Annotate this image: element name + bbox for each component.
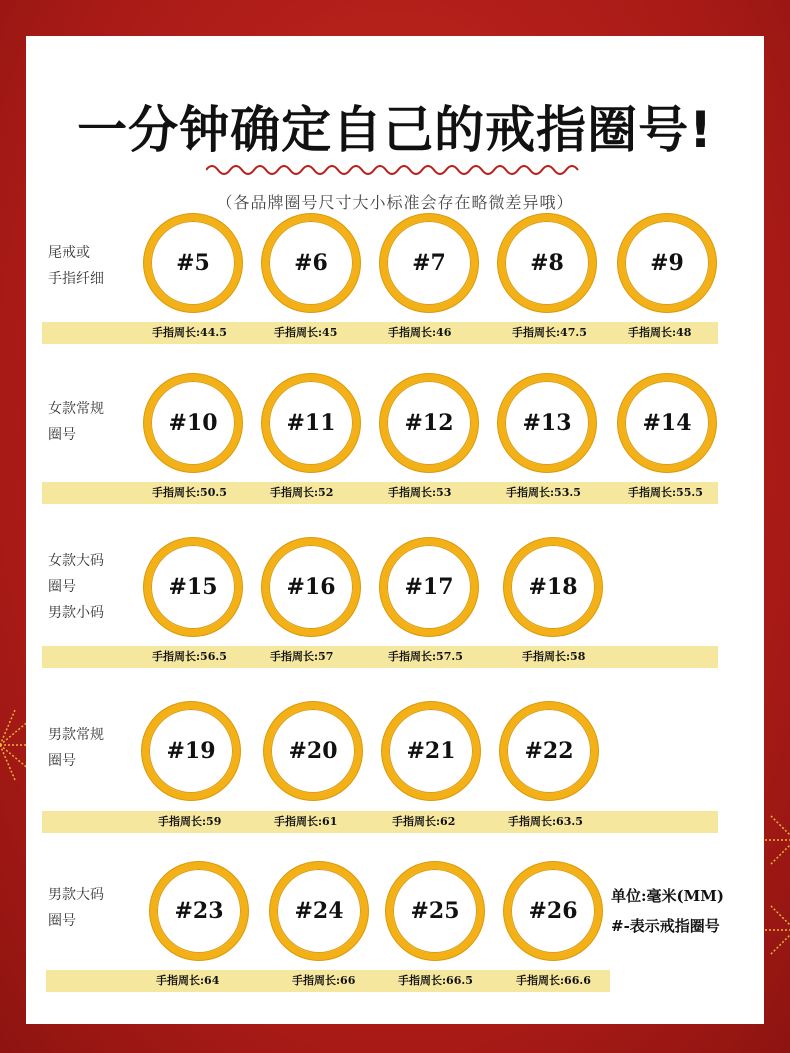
ring-size-label: #22 [524, 738, 574, 764]
finger-circumference: 手指周长:57.5 [388, 650, 463, 663]
ring-size-label: #10 [168, 410, 218, 436]
size-chart-card [26, 36, 764, 1024]
ring-size [144, 374, 242, 472]
finger-circumference: 手指周长:45 [274, 326, 338, 339]
finger-circumference: 手指周长:53.5 [506, 486, 581, 499]
row-label: 女款常规 圈号 [48, 401, 104, 443]
hash-legend: #-表示戒指圈号 [611, 917, 720, 935]
finger-circumference: 手指周长:58 [522, 650, 586, 663]
page-subtitle: （各品牌圈号尺寸大小标准会存在略微差异哦） [216, 193, 574, 212]
measurement-bar [42, 646, 718, 668]
finger-circumference: 手指周长:66.5 [398, 974, 473, 987]
ring-size [262, 214, 360, 312]
ring-size-label: #16 [286, 574, 336, 600]
row-label: 女款大码 圈号 男款小码 [48, 553, 104, 621]
ring-size-label: #15 [168, 574, 218, 600]
finger-circumference: 手指周长:56.5 [152, 650, 227, 663]
finger-circumference: 手指周长:57 [270, 650, 334, 663]
ring-size [380, 538, 478, 636]
row-label: 男款常规 圈号 [48, 727, 104, 769]
ring-size-label: #6 [294, 250, 328, 276]
ring-size-label: #8 [530, 250, 564, 276]
ring-size [262, 538, 360, 636]
finger-circumference: 手指周长:50.5 [152, 486, 227, 499]
ring-size-label: #17 [404, 574, 454, 600]
wave-divider [206, 162, 582, 178]
finger-circumference: 手指周长:59 [158, 815, 222, 828]
finger-circumference: 手指周长:52 [270, 486, 334, 499]
finger-circumference: 手指周长:44.5 [152, 326, 227, 339]
finger-circumference: 手指周长:61 [274, 815, 338, 828]
ring-size [498, 374, 596, 472]
ring-size-label: #19 [166, 738, 216, 764]
unit-legend: 单位:毫米(MM) [611, 887, 724, 905]
ring-size-label: #13 [522, 410, 572, 436]
ring-size [380, 214, 478, 312]
ring-size-label: #14 [642, 410, 692, 436]
ring-size [144, 538, 242, 636]
ring-size-label: #25 [410, 898, 460, 924]
ring-size [618, 374, 716, 472]
ring-size [262, 374, 360, 472]
finger-circumference: 手指周长:48 [628, 326, 692, 339]
finger-circumference: 手指周长:66 [292, 974, 356, 987]
ring-size-label: #26 [528, 898, 578, 924]
row-label: 尾戒或 手指纤细 [48, 245, 104, 287]
ring-size-label: #23 [174, 898, 224, 924]
ring-size [504, 862, 602, 960]
ring-size [386, 862, 484, 960]
ring-size-label: #9 [650, 250, 684, 276]
finger-circumference: 手指周长:66.6 [516, 974, 591, 987]
ring-size [144, 214, 242, 312]
page-title: 一分钟确定自己的戒指圈号! [77, 101, 713, 159]
ring-size [498, 214, 596, 312]
ring-size [142, 702, 240, 800]
finger-circumference: 手指周长:63.5 [508, 815, 583, 828]
finger-circumference: 手指周长:46 [388, 326, 452, 339]
ring-size [618, 214, 716, 312]
finger-circumference: 手指周长:64 [156, 974, 220, 987]
row-label: 男款大码 圈号 [48, 887, 104, 929]
ring-size [270, 862, 368, 960]
firework-right-decoration [760, 800, 790, 960]
finger-circumference: 手指周长:55.5 [628, 486, 703, 499]
measurement-bar [42, 811, 718, 833]
ring-size-label: #24 [294, 898, 344, 924]
ring-size-label: #18 [528, 574, 578, 600]
finger-circumference: 手指周长:53 [388, 486, 452, 499]
measurement-bar [42, 322, 718, 344]
ring-size [504, 538, 602, 636]
finger-circumference: 手指周长:62 [392, 815, 456, 828]
ring-size-label: #11 [286, 410, 336, 436]
ring-size [380, 374, 478, 472]
measurement-bar [42, 482, 718, 504]
ring-size-label: #12 [404, 410, 454, 436]
ring-size [150, 862, 248, 960]
ring-size [500, 702, 598, 800]
ring-size-label: #21 [406, 738, 456, 764]
ring-size-label: #7 [412, 250, 446, 276]
ring-size-label: #5 [176, 250, 210, 276]
ring-size [382, 702, 480, 800]
ring-size-label: #20 [288, 738, 338, 764]
ring-size [264, 702, 362, 800]
finger-circumference: 手指周长:47.5 [512, 326, 587, 339]
